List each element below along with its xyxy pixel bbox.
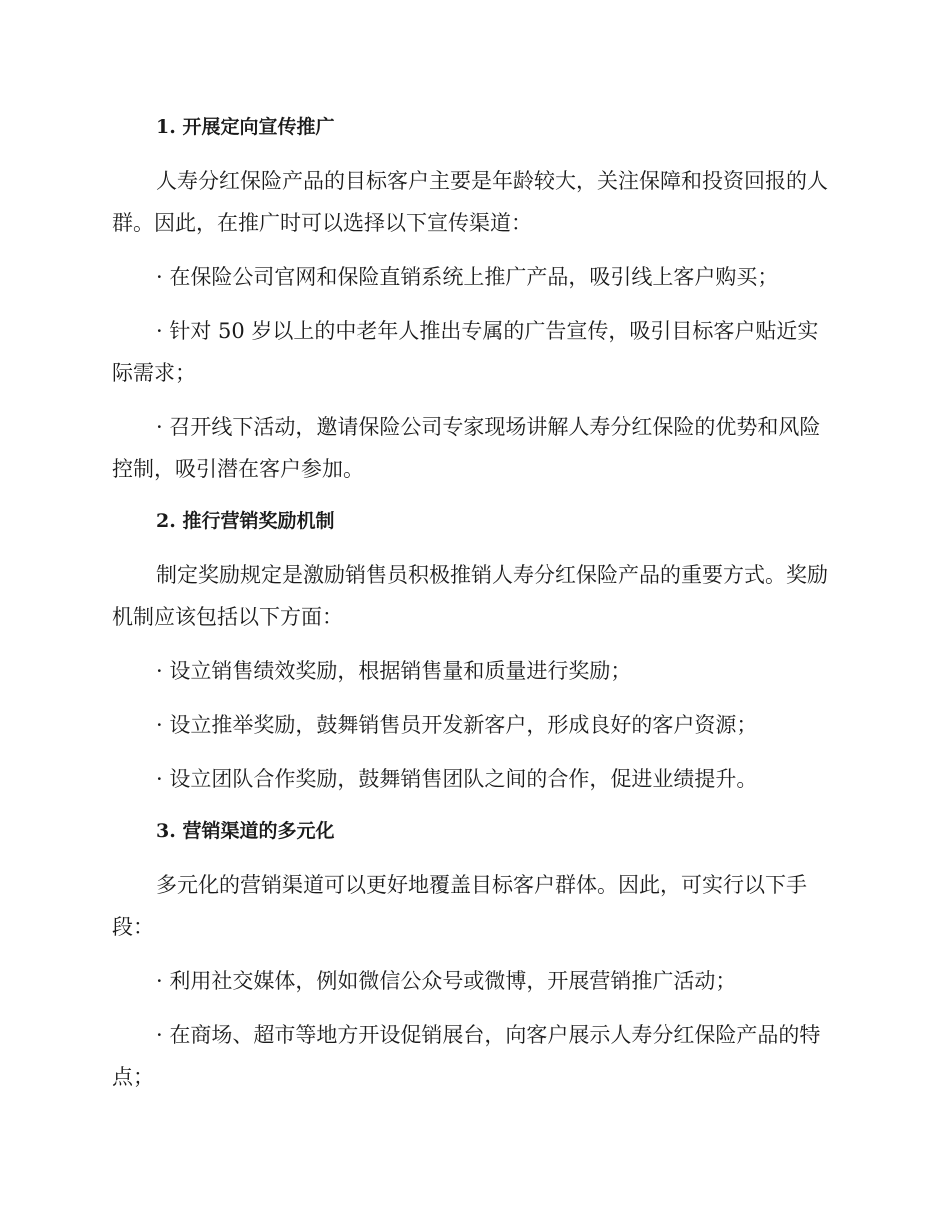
bullet-item: · 在保险公司官网和保险直销系统上推广产品，吸引线上客户购买；: [156, 265, 779, 289]
section-heading: 2. 推行营销奖励机制: [156, 510, 335, 532]
bullet-item: · 召开线下活动，邀请保险公司专家现场讲解人寿分红保险的优势和风险控制，吸引潜在客户参加。: [112, 415, 821, 481]
bullet-item: · 在商场、超市等地方开设促销展台，向客户展示人寿分红保险产品的特点；: [112, 1023, 821, 1089]
bullet-item: · 利用社交媒体，例如微信公众号或微博，开展营销推广活动；: [156, 969, 737, 993]
bullet-item: · 设立销售绩效奖励，根据销售量和质量进行奖励；: [156, 659, 632, 683]
section-1: [112, 108, 830, 490]
document-page: [112, 108, 830, 1110]
section-2: [112, 502, 830, 800]
bullet-item: · 设立推举奖励，鼓舞销售员开发新客户，形成良好的客户资源；: [156, 713, 758, 737]
section-heading: 3. 营销渠道的多元化: [156, 820, 335, 842]
paragraph: 多元化的营销渠道可以更好地覆盖目标客户群体。因此，可实行以下手段：: [112, 873, 807, 939]
paragraph: 人寿分红保险产品的目标客户主要是年龄较大，关注保障和投资回报的人群。因此，在推广时可以选择以下宣传渠道：: [112, 169, 828, 235]
paragraph: 制定奖励规定是激励销售员积极推销人寿分红保险产品的重要方式。奖励机制应该包括以下方面：: [112, 563, 828, 629]
bullet-item: · 设立团队合作奖励，鼓舞销售团队之间的合作，促进业绩提升。: [156, 767, 758, 791]
bullet-item: · 针对 50 岁以上的中老年人推出专属的广告宣传，吸引目标客户贴近实际需求；: [112, 319, 819, 385]
section-heading: 1. 开展定向宣传推广: [156, 116, 335, 138]
section-3: [112, 812, 830, 1098]
